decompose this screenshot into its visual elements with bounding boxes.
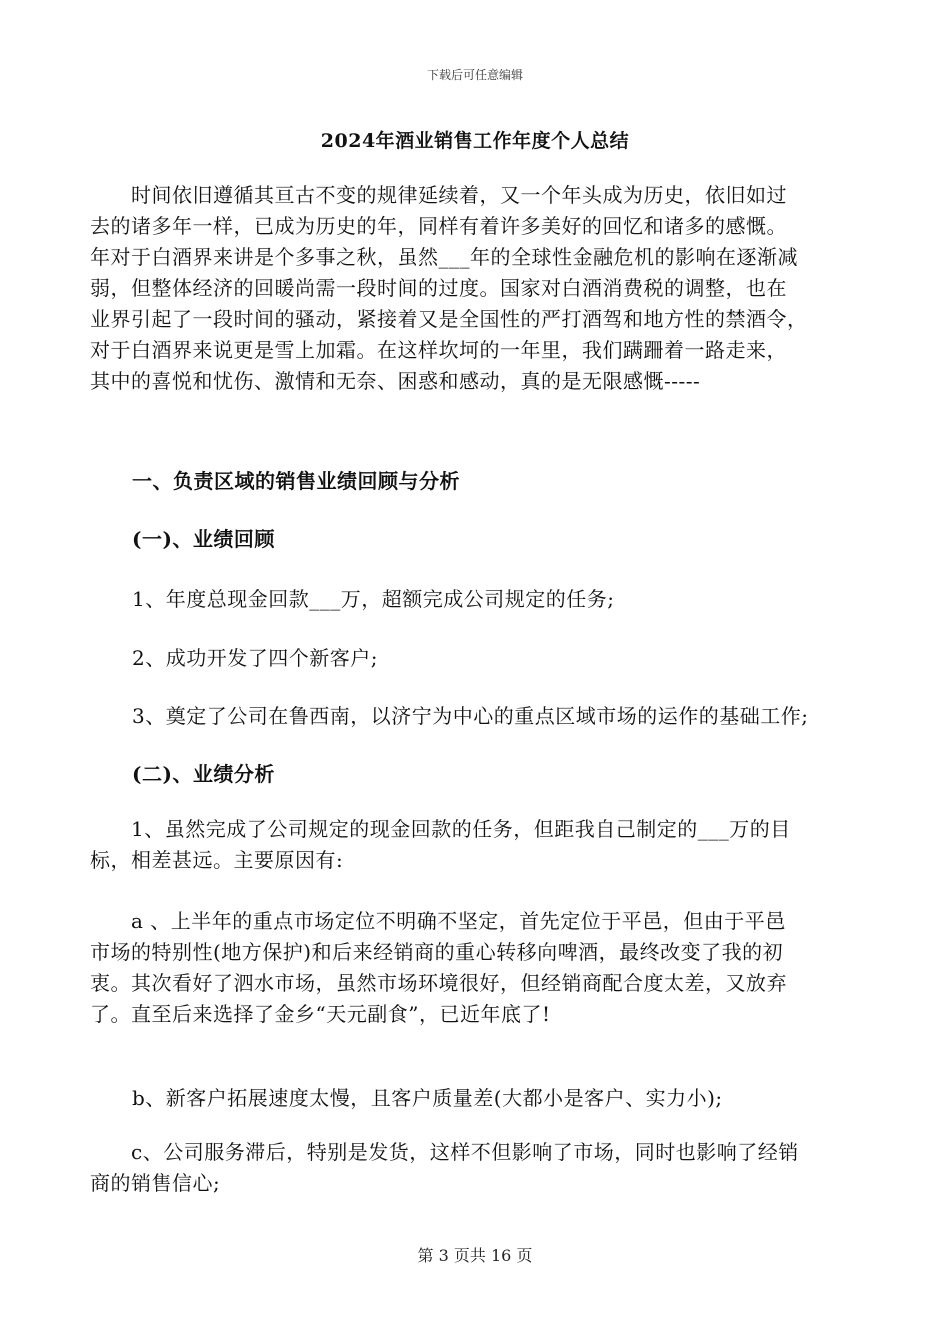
analysis-line: 衷。其次看好了泗水市场，虽然市场环境很好，但经销商配合度太差，又放弃 [90,971,787,995]
analysis-line: 商的销售信心; [90,1171,221,1195]
analysis-point-1 [90,814,865,876]
analysis-line: c、公司服务滞后，特别是发货，这样不但影响了市场，同时也影响了经销 [131,1140,799,1164]
analysis-point-b: b、新客户拓展速度太慢，且客户质量差(大都小是客户、实力小); [132,1086,723,1110]
analysis-line: 标，相差甚远。主要原因有: [90,848,344,872]
intro-paragraph [90,180,865,397]
analysis-point-a [90,906,865,1030]
analysis-line: a 、上半年的重点市场定位不明确不坚定，首先定位于平邑，但由于平邑 [131,909,786,933]
analysis-line: 市场的特别性(地方保护)和后来经销商的重心转移向啤酒，最终改变了我的初 [90,940,784,964]
subsection-heading-analysis: (二)、业绩分析 [132,762,275,786]
analysis-point-c [90,1137,865,1199]
review-item-2: 2、成功开发了四个新客户; [132,646,378,670]
header-note: 下载后可任意编辑 [426,68,523,82]
subsection-heading-review: (一)、业绩回顾 [132,527,275,551]
review-item-3: 3、奠定了公司在鲁西南，以济宁为中心的重点区域市场的运作的基础工作; [132,704,809,728]
intro-line: 年对于白酒界来讲是个多事之秋，虽然___年的全球性金融危机的影响在逐渐减 [90,245,798,269]
document-title: 2024年酒业销售工作年度个人总结 [320,130,630,152]
page-footer: 第 3 页共 16 页 [417,1246,533,1265]
intro-line: 弱，但整体经济的回暖尚需一段时间的过度。国家对白酒消费税的调整，也在 [90,276,787,300]
intro-line: 其中的喜悦和忧伤、激情和无奈、困惑和感动，真的是无限感慨----- [90,369,701,393]
analysis-line: 1、虽然完成了公司规定的现金回款的任务，但距我自己制定的___万的目 [131,817,791,841]
section-heading-1: 一、负责区域的销售业绩回顾与分析 [132,469,460,493]
intro-line: 业界引起了一段时间的骚动，紧接着又是全国性的严打酒驾和地方性的禁酒令， [90,307,808,331]
intro-line: 时间依旧遵循其亘古不变的规律延续着，又一个年头成为历史，依旧如过 [131,183,787,207]
intro-line: 去的诸多年一样，已成为历史的年，同样有着许多美好的回忆和诸多的感慨。 [90,214,787,238]
review-item-1: 1、年度总现金回款___万，超额完成公司规定的任务; [132,587,615,611]
intro-line: 对于白酒界来说更是雪上加霜。在这样坎坷的一年里，我们蹒跚着一路走来， [90,338,787,362]
analysis-line: 了。直至后来选择了金乡“天元副食”，已近年底了! [90,1002,551,1026]
